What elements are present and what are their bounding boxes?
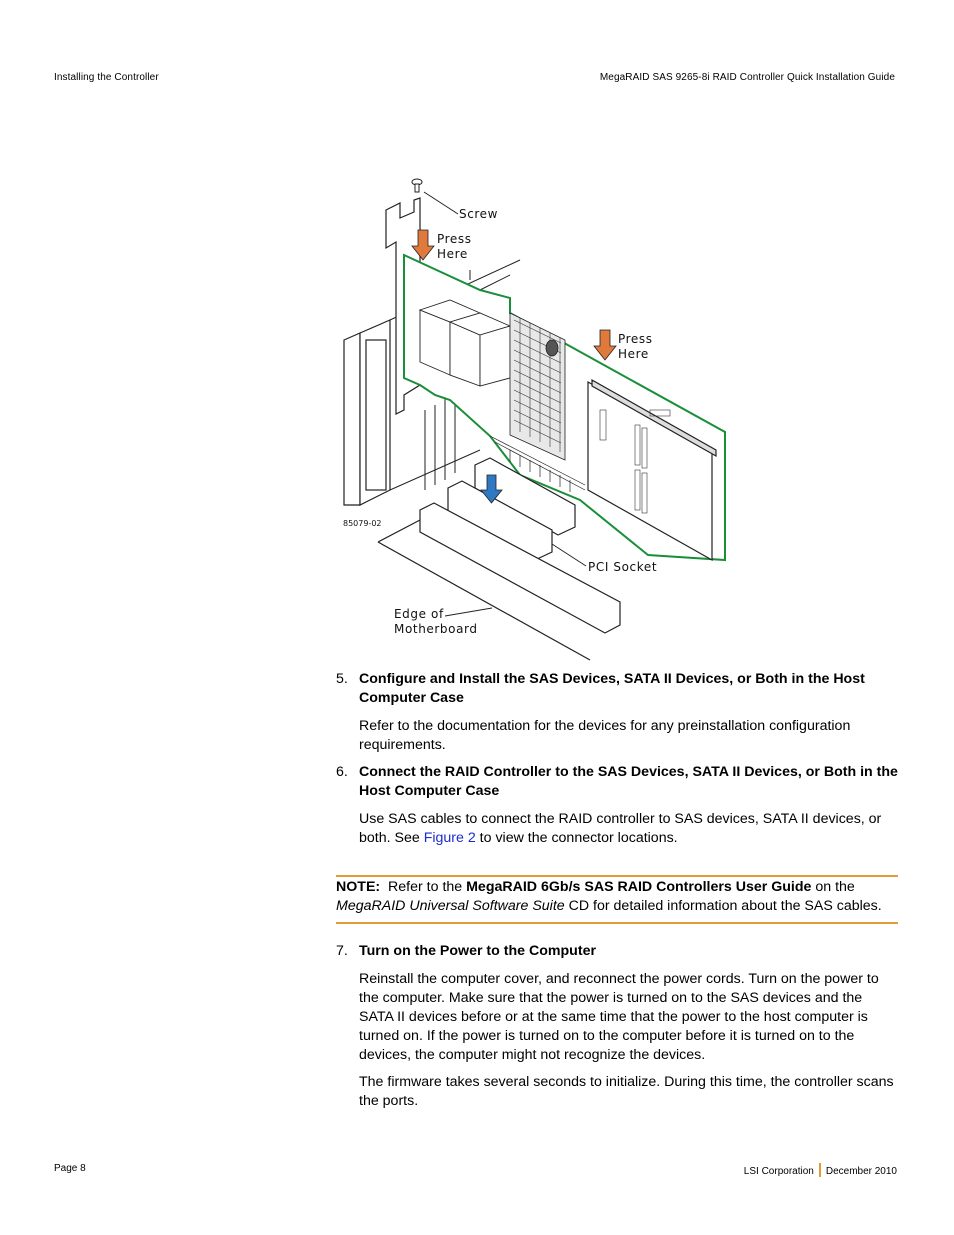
step-body-2: The firmware takes several seconds to initialize. During this time, the controller scans the ports.: [359, 1074, 894, 1109]
slot-bracket-left: [344, 320, 390, 505]
step-6: [336, 763, 898, 853]
press-here-label-1a: Press: [437, 232, 472, 246]
figure-number: 85079-02: [343, 519, 382, 528]
running-header-title: MegaRAID SAS 9265-8i RAID Controller Quick Installation Guide: [599, 72, 895, 83]
note-guide-title: MegaRAID 6Gb/s SAS RAID Controllers User Guide: [466, 879, 812, 895]
press-here-label-2a: Press: [618, 332, 653, 346]
step-title: Connect the RAID Controller to the SAS Devices, SATA II Devices, or Both in the Host Computer Case: [359, 764, 898, 799]
step-body: Reinstall the computer cover, and reconnect the power cords. Turn on the power to the computer. Make sure that the power is turned on to the SAS devices and the SATA II devices before or at the same time that the power to the host computer is turned on. If the power is turned on to the computer before it is turned on to the devices, the computer might not recognize the devices.: [359, 971, 879, 1063]
step-body-text: Use SAS cables to connect the RAID controller to SAS devices, SATA II devices, or both. See: [359, 811, 882, 846]
screw-label: Screw: [459, 207, 499, 221]
step-body-text-end: to view the connector locations.: [475, 830, 678, 846]
pci-socket-label: PCI Socket: [588, 560, 658, 574]
step-number: 6.: [336, 764, 348, 780]
note-suite-name: MegaRAID Universal Software Suite: [336, 898, 565, 914]
note-text-3: CD for detailed information about the SAS cables.: [564, 898, 882, 914]
press-here-label-2b: Here: [618, 347, 649, 361]
step-number: 7.: [336, 943, 348, 959]
footer-company: LSI Corporation: [743, 1166, 814, 1177]
installation-figure: [330, 170, 730, 665]
step-body: Refer to the documentation for the devices for any preinstallation configuration requirements.: [359, 718, 851, 753]
step-title: Turn on the Power to the Computer: [359, 943, 596, 959]
note-label: NOTE:: [336, 879, 381, 895]
footer-right: [744, 1163, 897, 1177]
press-here-label-1b: Here: [437, 247, 468, 261]
note-text: Refer to the: [388, 879, 467, 895]
heat-sink: [510, 313, 565, 460]
note-text-2: on the: [811, 879, 855, 895]
controller-installation-diagram: [330, 170, 730, 665]
motherboard-label: Motherboard: [394, 622, 478, 636]
step-title: Configure and Install the SAS Devices, SATA II Devices, or Both in the Host Computer Case: [359, 671, 865, 706]
press-arrow-icon-2: [594, 330, 616, 360]
page-number: Page 8: [54, 1163, 86, 1174]
running-header-section: Installing the Controller: [54, 72, 159, 83]
edge-of-label: Edge of: [394, 607, 444, 621]
footer-separator: [819, 1163, 821, 1177]
footer-date: December 2010: [825, 1166, 897, 1177]
step-5: [336, 670, 898, 760]
note-box: [336, 875, 898, 924]
step-body: [359, 810, 899, 848]
figure-2-link[interactable]: Figure 2: [423, 830, 476, 846]
step-number: 5.: [336, 671, 348, 687]
step-7: [336, 942, 898, 1122]
